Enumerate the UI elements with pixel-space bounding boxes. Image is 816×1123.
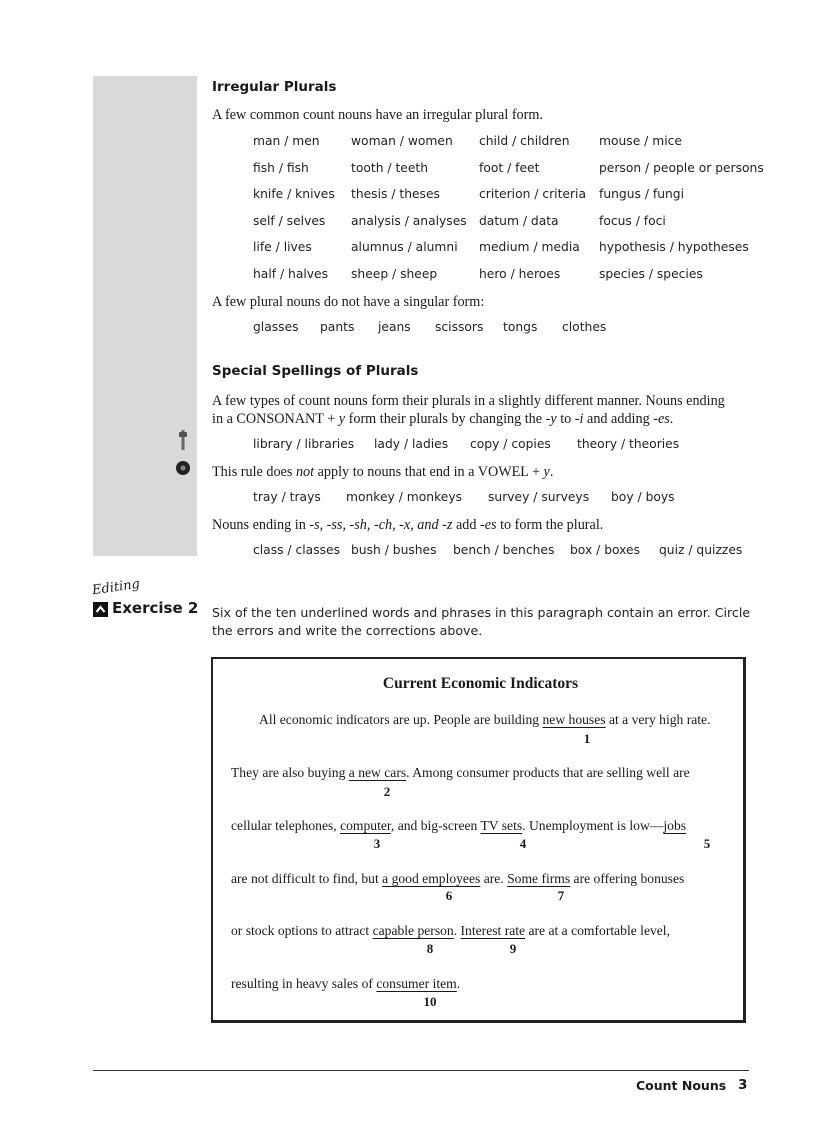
list-item: survey / surveys [488, 490, 590, 504]
table-cell: self / selves [253, 214, 326, 228]
table-cell: analysis / analyses [351, 214, 467, 228]
text: . [669, 411, 674, 427]
underlined-item-2[interactable]: a new cars [348, 765, 407, 780]
text: -i [574, 411, 584, 427]
special-intro [212, 392, 752, 428]
es-rule [212, 516, 752, 534]
footer-section-title: Count Nouns [636, 1078, 727, 1093]
text: . Among consumer products that are selling well are [406, 765, 690, 780]
table-cell: sheep / sheep [351, 267, 438, 281]
text: are not difficult to find, but [231, 871, 383, 886]
table-cell: alumnus / alumni [351, 240, 458, 254]
table-cell: man / men [253, 134, 320, 148]
text: -es [479, 517, 497, 533]
list-item: tray / trays [253, 490, 321, 504]
text: are at a comfortable level, [525, 923, 670, 938]
item-number-2: 2 [383, 784, 391, 799]
list-item: bench / benches [453, 543, 555, 557]
text: They are also buying [231, 765, 349, 780]
list-item: bush / bushes [351, 543, 437, 557]
table-cell: child / children [479, 134, 570, 148]
special-intro-line-2 [212, 410, 752, 428]
table-cell: woman / women [351, 134, 453, 148]
text: . [549, 464, 554, 480]
special-intro-line-1: A few types of count nouns form their plurals in a slightly different manner. Nouns ending [212, 393, 725, 409]
table-cell: person / people or persons [599, 161, 764, 175]
table-cell: hypothesis / hypotheses [599, 240, 749, 254]
exercise-passage-box [211, 657, 746, 1023]
table-row [0, 267, 816, 287]
table-row [0, 134, 816, 154]
list-item: class / classes [253, 543, 340, 557]
table-cell: mouse / mice [599, 134, 682, 148]
table-cell: fish / fish [253, 161, 309, 175]
list-item: lady / ladies [374, 437, 449, 451]
item-number-1: 1 [583, 731, 591, 746]
text: -y [545, 411, 557, 427]
table-cell: knife / knives [253, 187, 335, 201]
text: and adding [583, 411, 654, 427]
passage-line-2 [231, 765, 690, 781]
list-item: theory / theories [577, 437, 680, 451]
table-row [0, 161, 816, 181]
text: form their plurals by changing the [345, 411, 546, 427]
list-item: scissors [435, 320, 484, 334]
list-item: clothes [562, 320, 607, 334]
irregular-plurals-heading: Irregular Plurals [212, 79, 337, 95]
item-number-10: 10 [423, 994, 437, 1009]
text: . [453, 923, 461, 938]
passage-title: Current Economic Indicators [382, 675, 579, 692]
no-singular-intro: A few plural nouns do not have a singular form: [212, 294, 485, 310]
text: are offering bonuses [570, 871, 685, 886]
list-item: box / boxes [570, 543, 641, 557]
text: y [543, 464, 550, 480]
exercise-instructions: Six of the ten underlined words and phrases in this paragraph contain an error. Circle the errors and write the corrections above. [212, 605, 751, 638]
list-item: glasses [253, 320, 299, 334]
table-cell: hero / heroes [479, 267, 561, 281]
list-item: copy / copies [470, 437, 551, 451]
item-number-9: 9 [509, 941, 517, 956]
item-number-4: 4 [519, 836, 527, 851]
item-number-8: 8 [426, 941, 434, 956]
es-examples-list [0, 543, 816, 563]
list-item: boy / boys [611, 490, 675, 504]
list-item: quiz / quizzes [659, 543, 743, 557]
text: Nouns ending in [212, 517, 310, 533]
text: to form the plural. [496, 517, 604, 533]
underlined-item-8[interactable]: capable person [372, 923, 454, 938]
item-number-6: 6 [445, 888, 453, 903]
text: All economic indicators are up. People are building [259, 712, 543, 727]
vowel-rule [212, 463, 752, 481]
list-item: library / libraries [253, 437, 355, 451]
editing-tag: Editing [91, 576, 141, 599]
no-singular-list [0, 320, 816, 340]
special-spellings-heading: Special Spellings of Plurals [212, 363, 419, 379]
underlined-item-7[interactable]: Some firms [507, 871, 571, 886]
footer-divider [93, 1070, 749, 1071]
text: . [456, 976, 461, 991]
text: to [556, 411, 575, 427]
text: -s, -ss, -sh, -ch, -x, and -z [309, 517, 453, 533]
passage-line-1 [259, 712, 711, 728]
underlined-item-9[interactable]: Interest rate [460, 923, 526, 938]
passage-line-5 [231, 923, 670, 939]
item-number-5: 5 [703, 836, 711, 851]
underlined-item-6[interactable]: a good employees [382, 871, 481, 886]
table-cell: criterion / criteria [479, 187, 586, 201]
text: add [452, 517, 480, 533]
table-cell: medium / media [479, 240, 580, 254]
page-number: 3 [738, 1077, 748, 1093]
exercise-title: Exercise 2 [112, 599, 199, 617]
text: are. [480, 871, 508, 886]
table-row [0, 187, 816, 207]
list-item: tongs [503, 320, 538, 334]
text: . Unemployment is low— [522, 818, 664, 833]
text: not [295, 464, 315, 480]
passage-line-4 [231, 871, 684, 887]
table-cell: thesis / theses [351, 187, 440, 201]
table-cell: species / species [599, 267, 703, 281]
text: -es [653, 411, 670, 427]
vowel-examples-list [0, 490, 816, 510]
passage-line-6 [231, 976, 460, 992]
underlined-item-5[interactable]: jobs [663, 818, 687, 833]
list-item: pants [320, 320, 355, 334]
table-cell: focus / foci [599, 214, 666, 228]
text: This rule does [212, 464, 296, 480]
y-examples-list [0, 437, 816, 457]
table-row [0, 214, 816, 234]
text: cellular telephones, [231, 818, 341, 833]
table-cell: fungus / fungi [599, 187, 685, 201]
table-cell: foot / feet [479, 161, 540, 175]
underlined-item-1[interactable]: new houses [542, 712, 606, 727]
table-cell: life / lives [253, 240, 312, 254]
irregular-intro: A few common count nouns have an irregular plural form. [212, 107, 543, 123]
table-row [0, 240, 816, 260]
underlined-item-4[interactable]: TV sets [480, 818, 523, 833]
item-number-3: 3 [373, 836, 381, 851]
table-cell: tooth / teeth [351, 161, 429, 175]
exercise-caret-icon [93, 602, 108, 617]
text: or stock options to attract [231, 923, 373, 938]
text: apply to nouns that end in a VOWEL + [314, 464, 544, 480]
underlined-item-10[interactable]: consumer item [376, 976, 457, 991]
table-cell: half / halves [253, 267, 329, 281]
underlined-item-3[interactable]: computer [340, 818, 391, 833]
text: , and big-screen [390, 818, 481, 833]
table-cell: datum / data [479, 214, 559, 228]
passage-line-3 [231, 818, 686, 834]
text: in a CONSONANT + [212, 411, 339, 427]
text: resulting in heavy sales of [231, 976, 377, 991]
text: y [338, 411, 346, 427]
text: at a very high rate. [605, 712, 711, 727]
item-number-7: 7 [557, 888, 565, 903]
list-item: jeans [378, 320, 411, 334]
list-item: monkey / monkeys [346, 490, 463, 504]
